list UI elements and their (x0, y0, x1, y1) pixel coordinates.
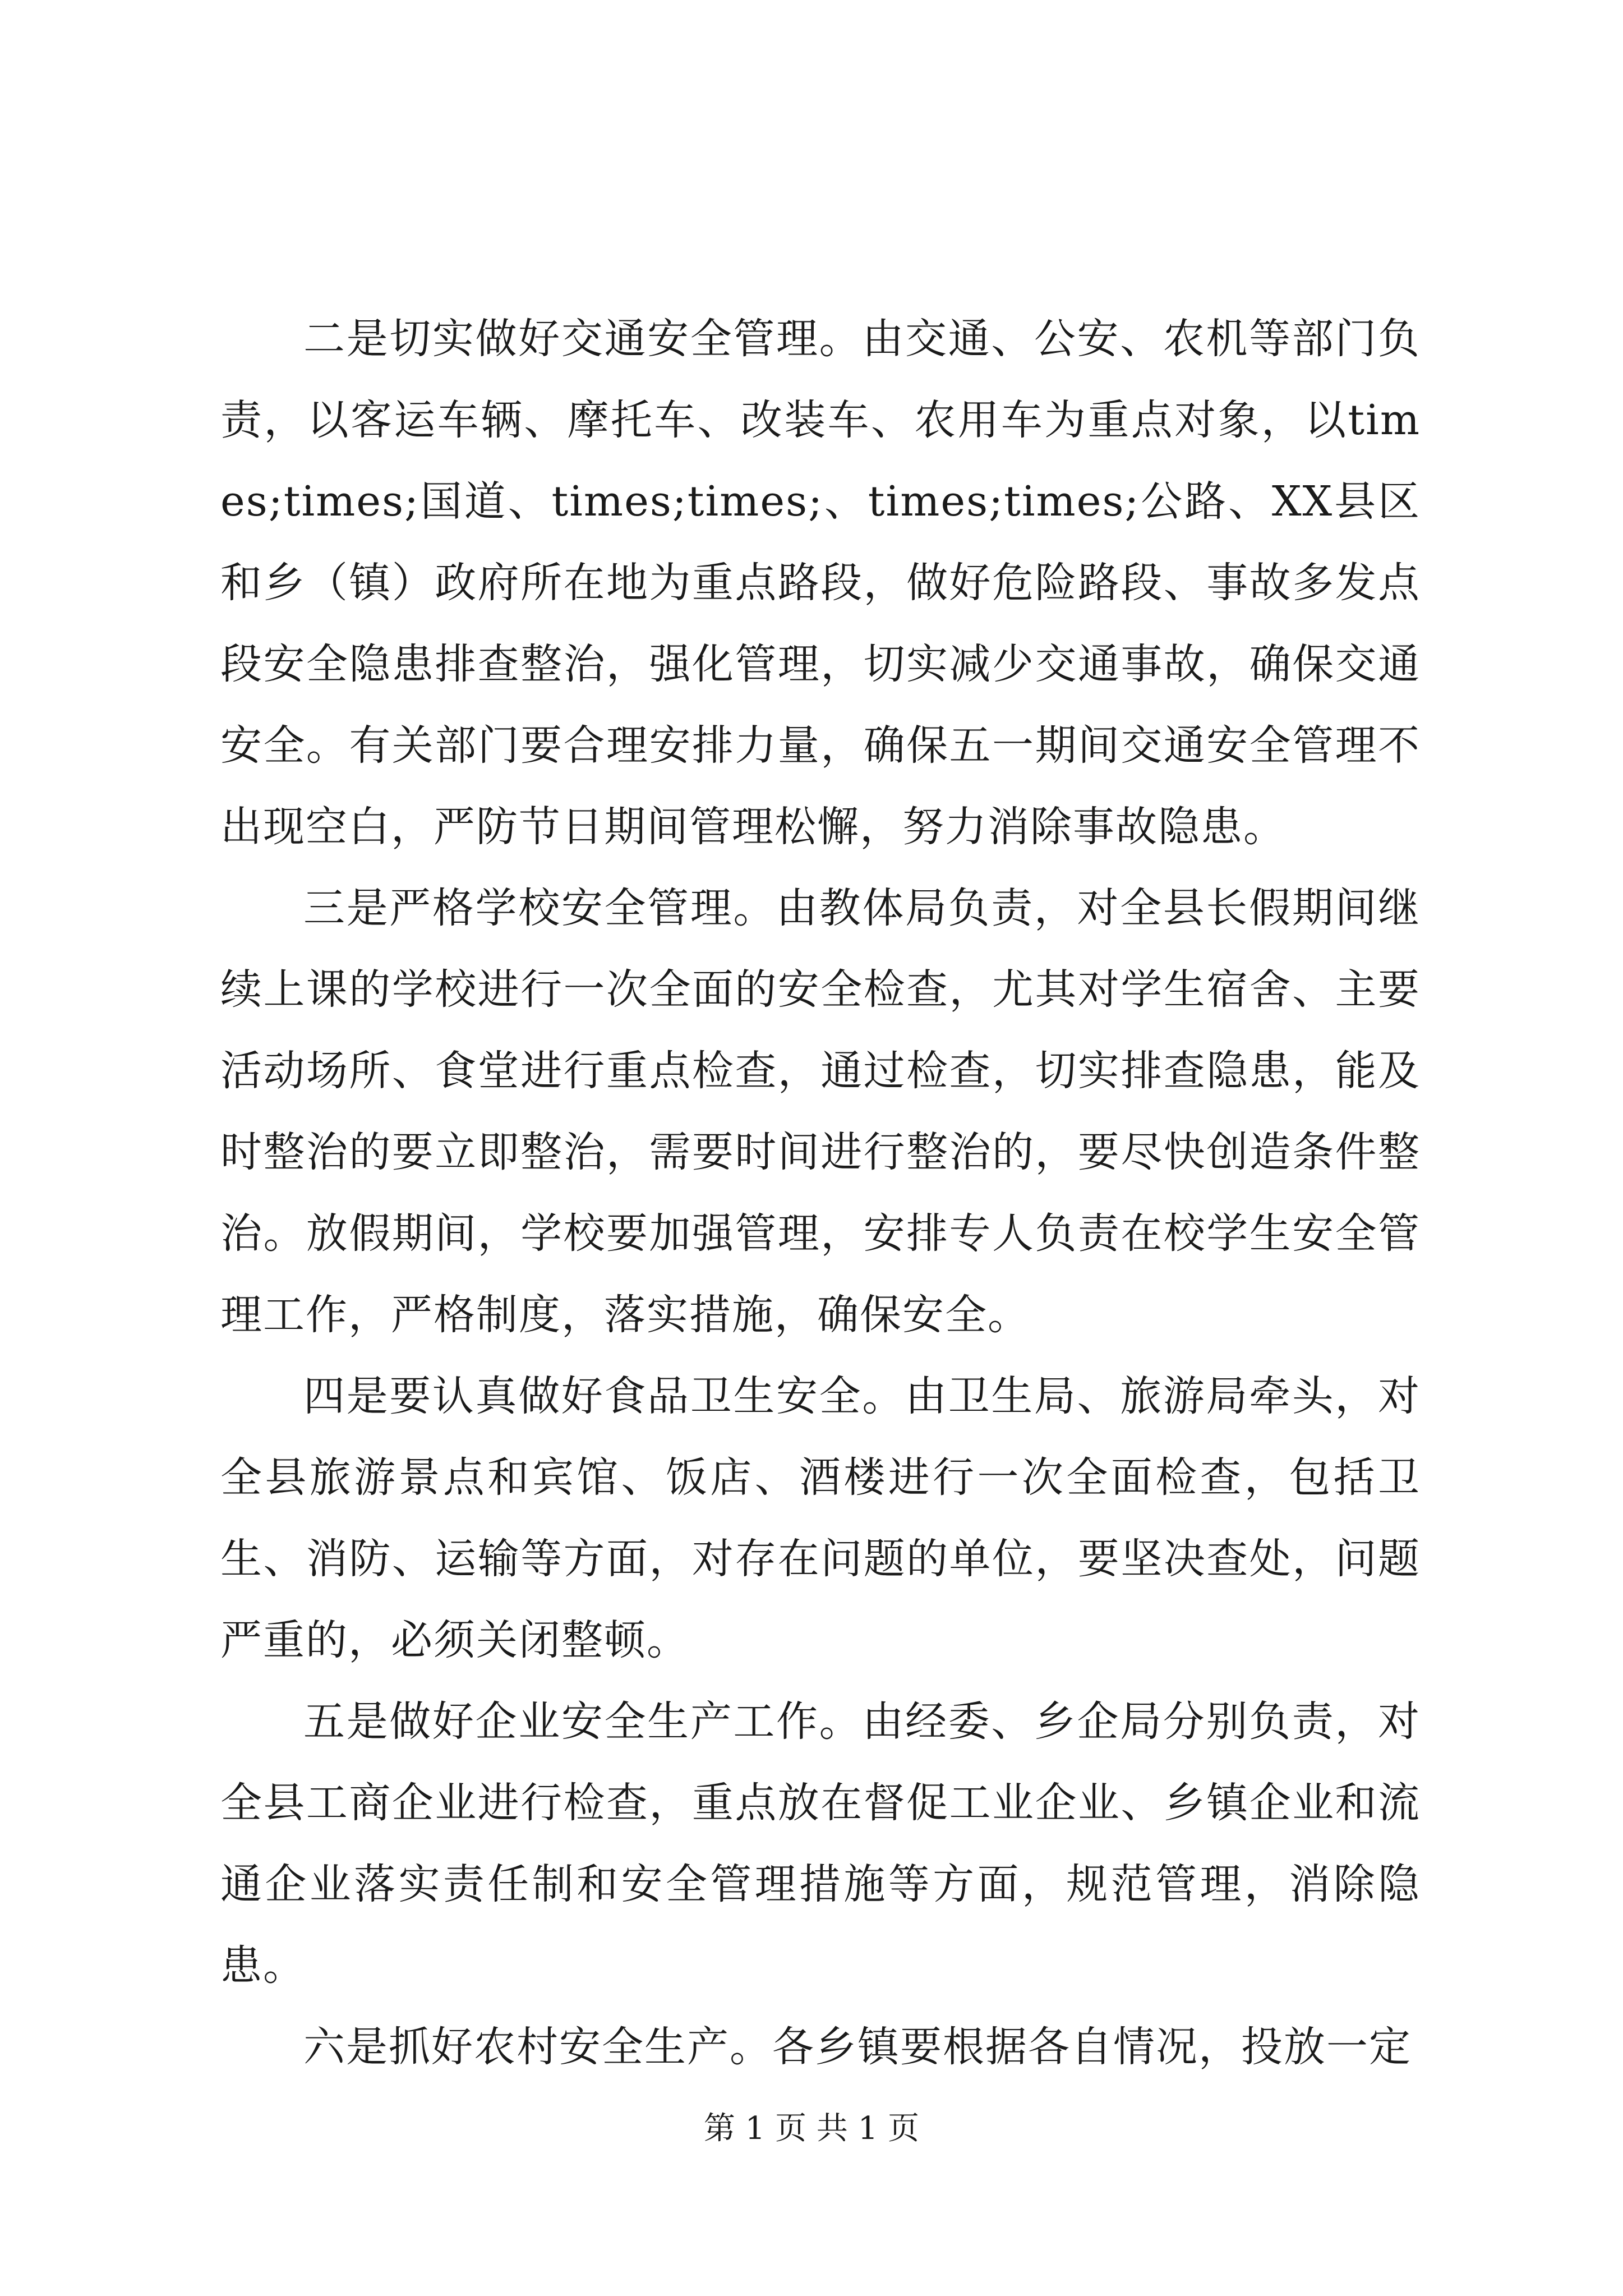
paragraph-school-safety: 三是严格学校安全管理。由教体局负责，对全县长假期间继续上课的学校进行一次全面的安全检查，尤其对学生宿舍、主要活动场所、食堂进行重点检查，通过检查，切实排查隐患，能及时整治的要立即整治，需要时间进行整治的，要尽快创造条件整治。放假期间，学校要加强管理，安排专人负责在校学生安全管理工作，严格制度，落实措施，确保安全。 (220, 884, 1421, 1339)
paragraph-food-safety: 四是要认真做好食品卫生安全。由卫生局、旅游局牵头，对全县旅游景点和宾馆、饭店、酒楼进行一次全面检查，包括卫生、消防、运输等方面，对存在问题的单位，要坚决查处，问题严重的，必须关闭整顿。 (220, 1372, 1421, 1664)
document-body (220, 298, 1421, 2088)
page-footer: 第 1 页 共 1 页 (703, 2110, 920, 2147)
paragraph-traffic-safety: 二是切实做好交通安全管理。由交通、公安、农机等部门负责，以客运车辆、摩托车、改装车、农用车为重点对象，以times;times;国道、times;times;、times;times;公路、XX县区和乡（镇）政府所在地为重点路段，做好危险路段、事故多发点段安全隐患排查整治，强化管理，切实减少交通事故，确保交通安全。有关部门要合理安排力量，确保五一期间交通安全管理不出现空白，严防节日期间管理松懈，努力消除事故隐患。 (220, 315, 1421, 851)
paragraph-enterprise-safety: 五是做好企业安全生产工作。由经委、乡企局分别负责，对全县工商企业进行检查，重点放在督促工业企业、乡镇企业和流通企业落实责任制和安全管理措施等方面，规范管理，消除隐患。 (220, 1697, 1421, 1990)
paragraph-rural-safety: 六是抓好农村安全生产。各乡镇要根据各自情况，投放一定 (303, 2023, 1412, 2071)
